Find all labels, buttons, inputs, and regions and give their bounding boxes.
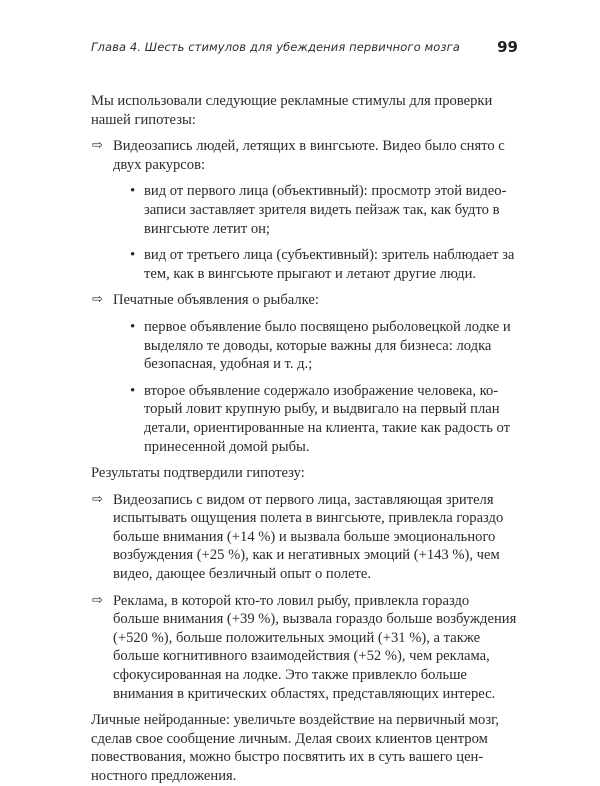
running-title: Глава 4. Шесть стимулов для убеждения первичного мозга xyxy=(91,40,460,54)
stimulus-item xyxy=(91,291,518,310)
results-intro-paragraph: Результаты подтвердили гипотезу: xyxy=(91,465,305,482)
hollow-right-arrow-icon: ⇨ xyxy=(92,592,103,608)
bullet-dot-icon: • xyxy=(130,318,136,335)
page-number: 99 xyxy=(497,38,518,56)
bullet-dot-icon: • xyxy=(130,247,136,264)
sub-bullet-text: первое объявление было посвящено рыболовецкой лодке и выделяло те доводы, которые важны для бизнеса: лодка безопасная, удобная и т. д.; xyxy=(144,318,511,373)
result-text: Видеозапись с видом от первого лица, заставляющая зрителя испытывать ощущения полета в вингсьюте, привлекла гораздо больше внимания (+14 %) и вызвала больше эмоционального возбуждения (+25 %), как и негативных эмоций (+143 %), чем видео, дающее безличный опыт о полете. xyxy=(113,491,504,583)
sub-bullet-item xyxy=(91,318,518,374)
intro-paragraph: Мы использовали следующие рекламные стимулы для проверки нашей гипотезы: xyxy=(91,93,493,128)
stimulus-text: Видеозапись людей, летящих в вингсьюте. Видео было снято с двух ракурсов: xyxy=(113,138,505,173)
sub-bullet-text: вид от первого лица (объективный): просмотр этой видеозаписи заставляет зрителя видеть пейзаж так, как будто в вингсьюте летит он; xyxy=(144,183,507,237)
sub-bullet-item xyxy=(91,182,518,238)
bullet-dot-icon: • xyxy=(130,183,136,200)
result-item xyxy=(91,491,518,584)
result-item xyxy=(91,592,518,704)
hollow-right-arrow-icon: ⇨ xyxy=(92,292,103,308)
sub-bullet-text: вид от третьего лица (субъективный): зритель наблюдает за тем, как в вингсьюте прыгают и летают другие люди. xyxy=(144,247,515,282)
sub-bullet-item xyxy=(91,246,518,283)
result-text: Реклама, в которой кто-то ловил рыбу, привлекла гораздо больше внимания (+39 %), вызвала гораздо больше возбуждения (+520 %), больше положительных эмоций (+31 %), а также больше когнитивного взаимодействия (+52 %), чем реклама, сфокусированная на лодке. Это также привлекло больше внимания в критических областях, представляющих интерес. xyxy=(113,592,517,702)
stimulus-text: Печатные объявления о рыбалке: xyxy=(113,292,319,309)
page-body xyxy=(91,92,518,786)
page-header xyxy=(91,38,518,60)
closing-paragraph: Личные нейроданные: увеличьте воздействие на первичный мозг, сделав свое сообщение личным. Делая своих клиентов центром повествования, можно быстро посвятить их в суть вашего ценностного предложения. xyxy=(91,712,500,784)
hollow-right-arrow-icon: ⇨ xyxy=(92,138,103,154)
sub-bullet-text: второе объявление содержало изображение человека, который ловит крупную рыбу, и выдвигало на первый план детали, ориентированные на клиента, такие как радость от принесенной домой рыбы. xyxy=(144,382,511,455)
hollow-right-arrow-icon: ⇨ xyxy=(92,491,103,507)
stimulus-item xyxy=(91,137,518,174)
bullet-dot-icon: • xyxy=(130,382,136,399)
sub-bullet-item xyxy=(91,382,518,456)
